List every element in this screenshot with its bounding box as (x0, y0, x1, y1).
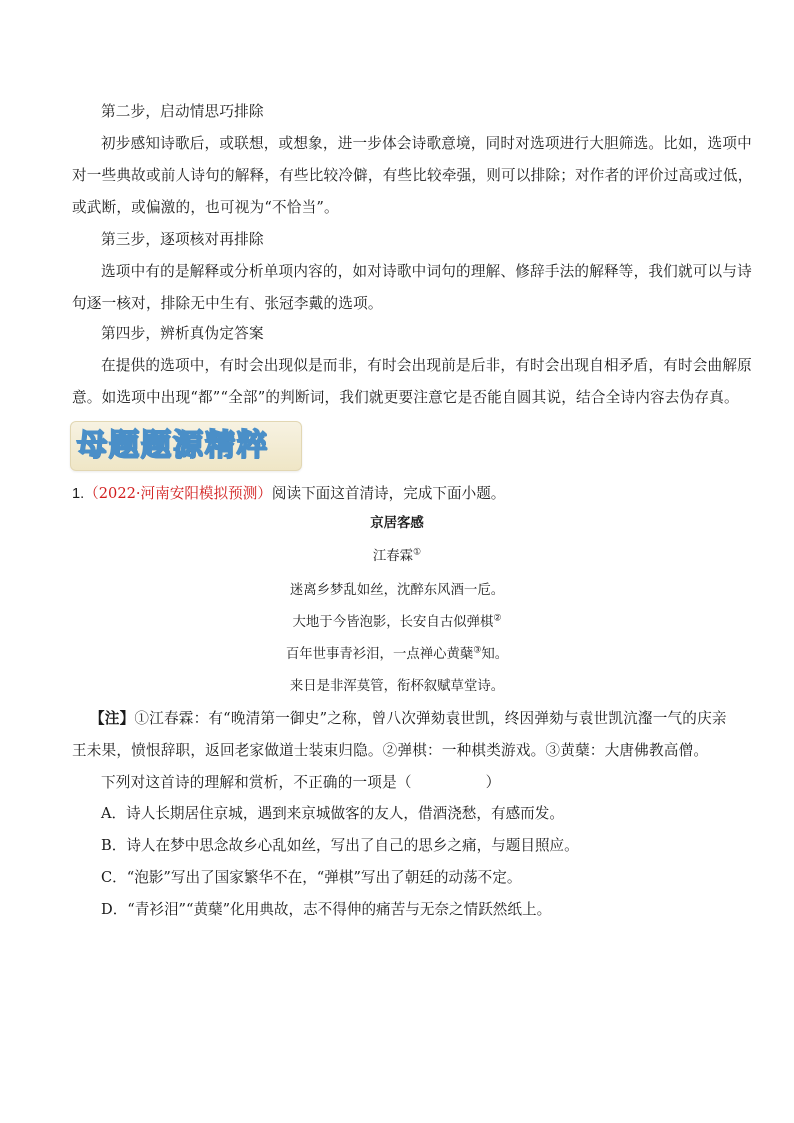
note-label: 【注】 (90, 710, 135, 727)
step2-paragraph-line: 对一些典故或前人诗句的解释，有些比较冷僻，有些比较牵强，则可以排除；对作者的评价过高或过低， (72, 167, 753, 184)
option-a: A．诗人长期居住京城，遇到来京城做客的友人，借酒浇愁，有感而发。 (101, 805, 564, 822)
poem-author (72, 540, 722, 574)
poem-author-name: 江春霖 (372, 549, 414, 564)
note-line (72, 703, 740, 735)
poem-line-text: 知。 (481, 647, 509, 662)
step2-paragraph-line: 或武断，或偏激的，也可视为“不恰当”。 (72, 199, 339, 216)
footnote-marker: ② (493, 613, 502, 624)
step2-paragraph-line: 初步感知诗歌后，或联想，或想象，进一步体会诗歌意境，同时对选项进行大胆筛选。比如，选项中 (101, 135, 752, 152)
poem-line: 来日是非浑莫管，衔杯叙赋草堂诗。 (289, 679, 505, 694)
step3-paragraph-line: 选项中有的是解释或分析单项内容的，如对诗歌中词句的理解、修辞手法的解释等，我们就可以与诗 (101, 263, 752, 280)
step4-paragraph-line: 在提供的选项中，有时会出现似是而非，有时会出现前是后非，有时会出现自相矛盾，有时会曲解原 (101, 357, 752, 374)
poem-line-text: 百年世事青衫泪，一点禅心黄蘖 (285, 647, 474, 662)
poem-title: 京居客感 (370, 515, 424, 531)
option-b: B．诗人在梦中思念故乡心乱如丝，写出了自己的思乡之痛，与题目照应。 (101, 837, 579, 854)
footnote-marker: ③ (473, 645, 482, 656)
option-c: C．“泡影”写出了国家繁华不在，“弹棋”写出了朝廷的动荡不定。 (101, 869, 522, 886)
step3-paragraph-line: 句逐一核对，排除无中生有、张冠李戴的选项。 (72, 295, 383, 312)
poem-line-text: 大地于今皆泡影，长安自古似弹棋 (292, 615, 494, 630)
section-banner-title: 母题题源精粹 (77, 428, 269, 463)
poem-line: 迷离乡梦乱如丝，沈醉东风酒一卮。 (289, 583, 505, 598)
step4-heading: 第四步，辨析真伪定答案 (101, 325, 264, 342)
option-d: D．“青衫泪”“黄蘖”化用典故，志不得伸的痛苦与无奈之情跃然纸上。 (101, 901, 552, 918)
step4-paragraph-line: 意。如选项中出现“都”“全部”的判断词，我们就更要注意它是否能自圆其说，结合全诗内容去伪存真。 (72, 389, 739, 406)
note-text: ①江春霖：有“晚清第一御史”之称，曾八次弹劾袁世凯，终因弹劾与袁世凯沆瀣一气的庆亲 (134, 710, 727, 727)
footnote-marker: ① (413, 547, 422, 558)
question-prompt: 阅读下面这首清诗，完成下面小题。 (271, 485, 506, 502)
step3-heading: 第三步，逐项核对再排除 (101, 231, 264, 248)
poem-line (72, 606, 722, 640)
question-stem: 下列对这首诗的理解和赏析，不正确的一项是（ ） (101, 774, 501, 791)
section-banner (70, 421, 302, 471)
question-number: 1. (72, 486, 85, 502)
step2-heading: 第二步，启动情思巧排除 (101, 103, 264, 120)
question-source: （2022·河南安阳模拟预测） (84, 485, 272, 502)
note-line: 王未果，愤恨辞职，返回老家做道士装束归隐。②弹棋：一种棋类游戏。③黄蘖：大唐佛教高僧。 (72, 742, 709, 759)
poem-line (72, 638, 722, 672)
